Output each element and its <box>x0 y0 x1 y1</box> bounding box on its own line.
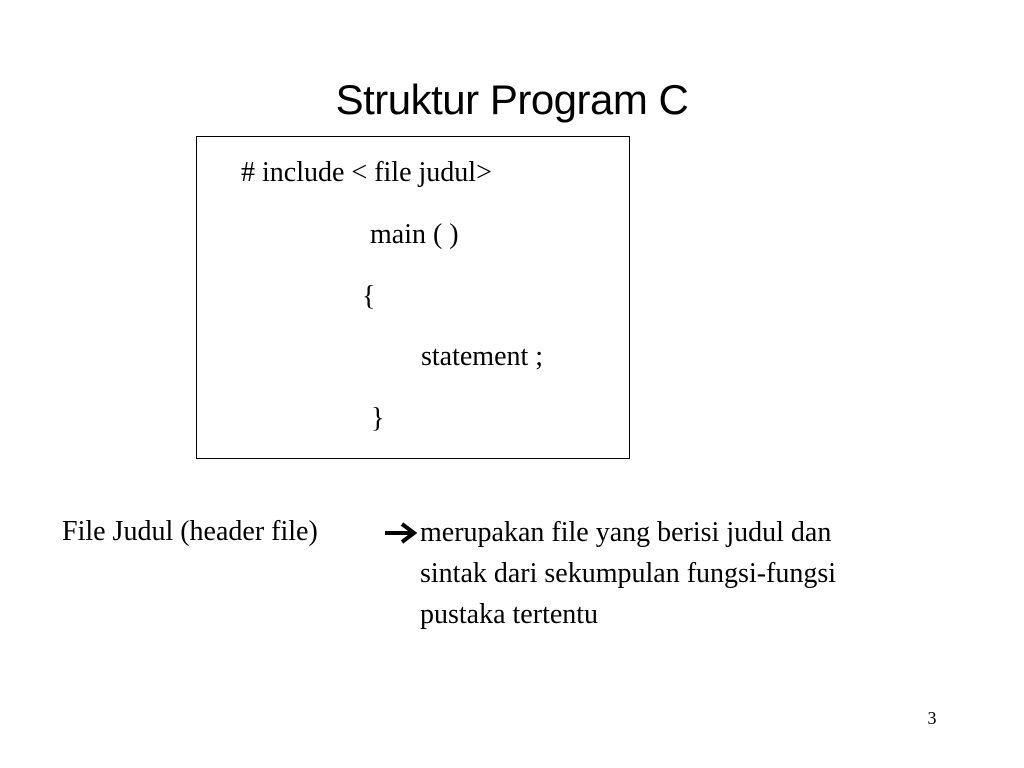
definition-line: sintak dari sekumpulan fungsi-fungsi <box>420 558 837 589</box>
code-line-close-brace: } <box>371 403 385 434</box>
right-arrow-icon <box>382 521 422 545</box>
code-box <box>196 136 630 459</box>
definition-line: merupakan file yang berisi judul dan <box>420 517 832 548</box>
definition-line: pustaka tertentu <box>420 599 599 630</box>
explanation-definition <box>420 512 980 635</box>
code-line-open-brace: { <box>362 281 376 312</box>
code-line-include: # include < file judul> <box>241 157 492 188</box>
page-number: 3 <box>927 708 937 728</box>
slide-title: Struktur Program C <box>335 76 689 123</box>
code-line-main: main ( ) <box>370 219 459 250</box>
code-line-statement: statement ; <box>421 341 544 372</box>
explanation-term: File Judul (header file) <box>62 516 318 547</box>
